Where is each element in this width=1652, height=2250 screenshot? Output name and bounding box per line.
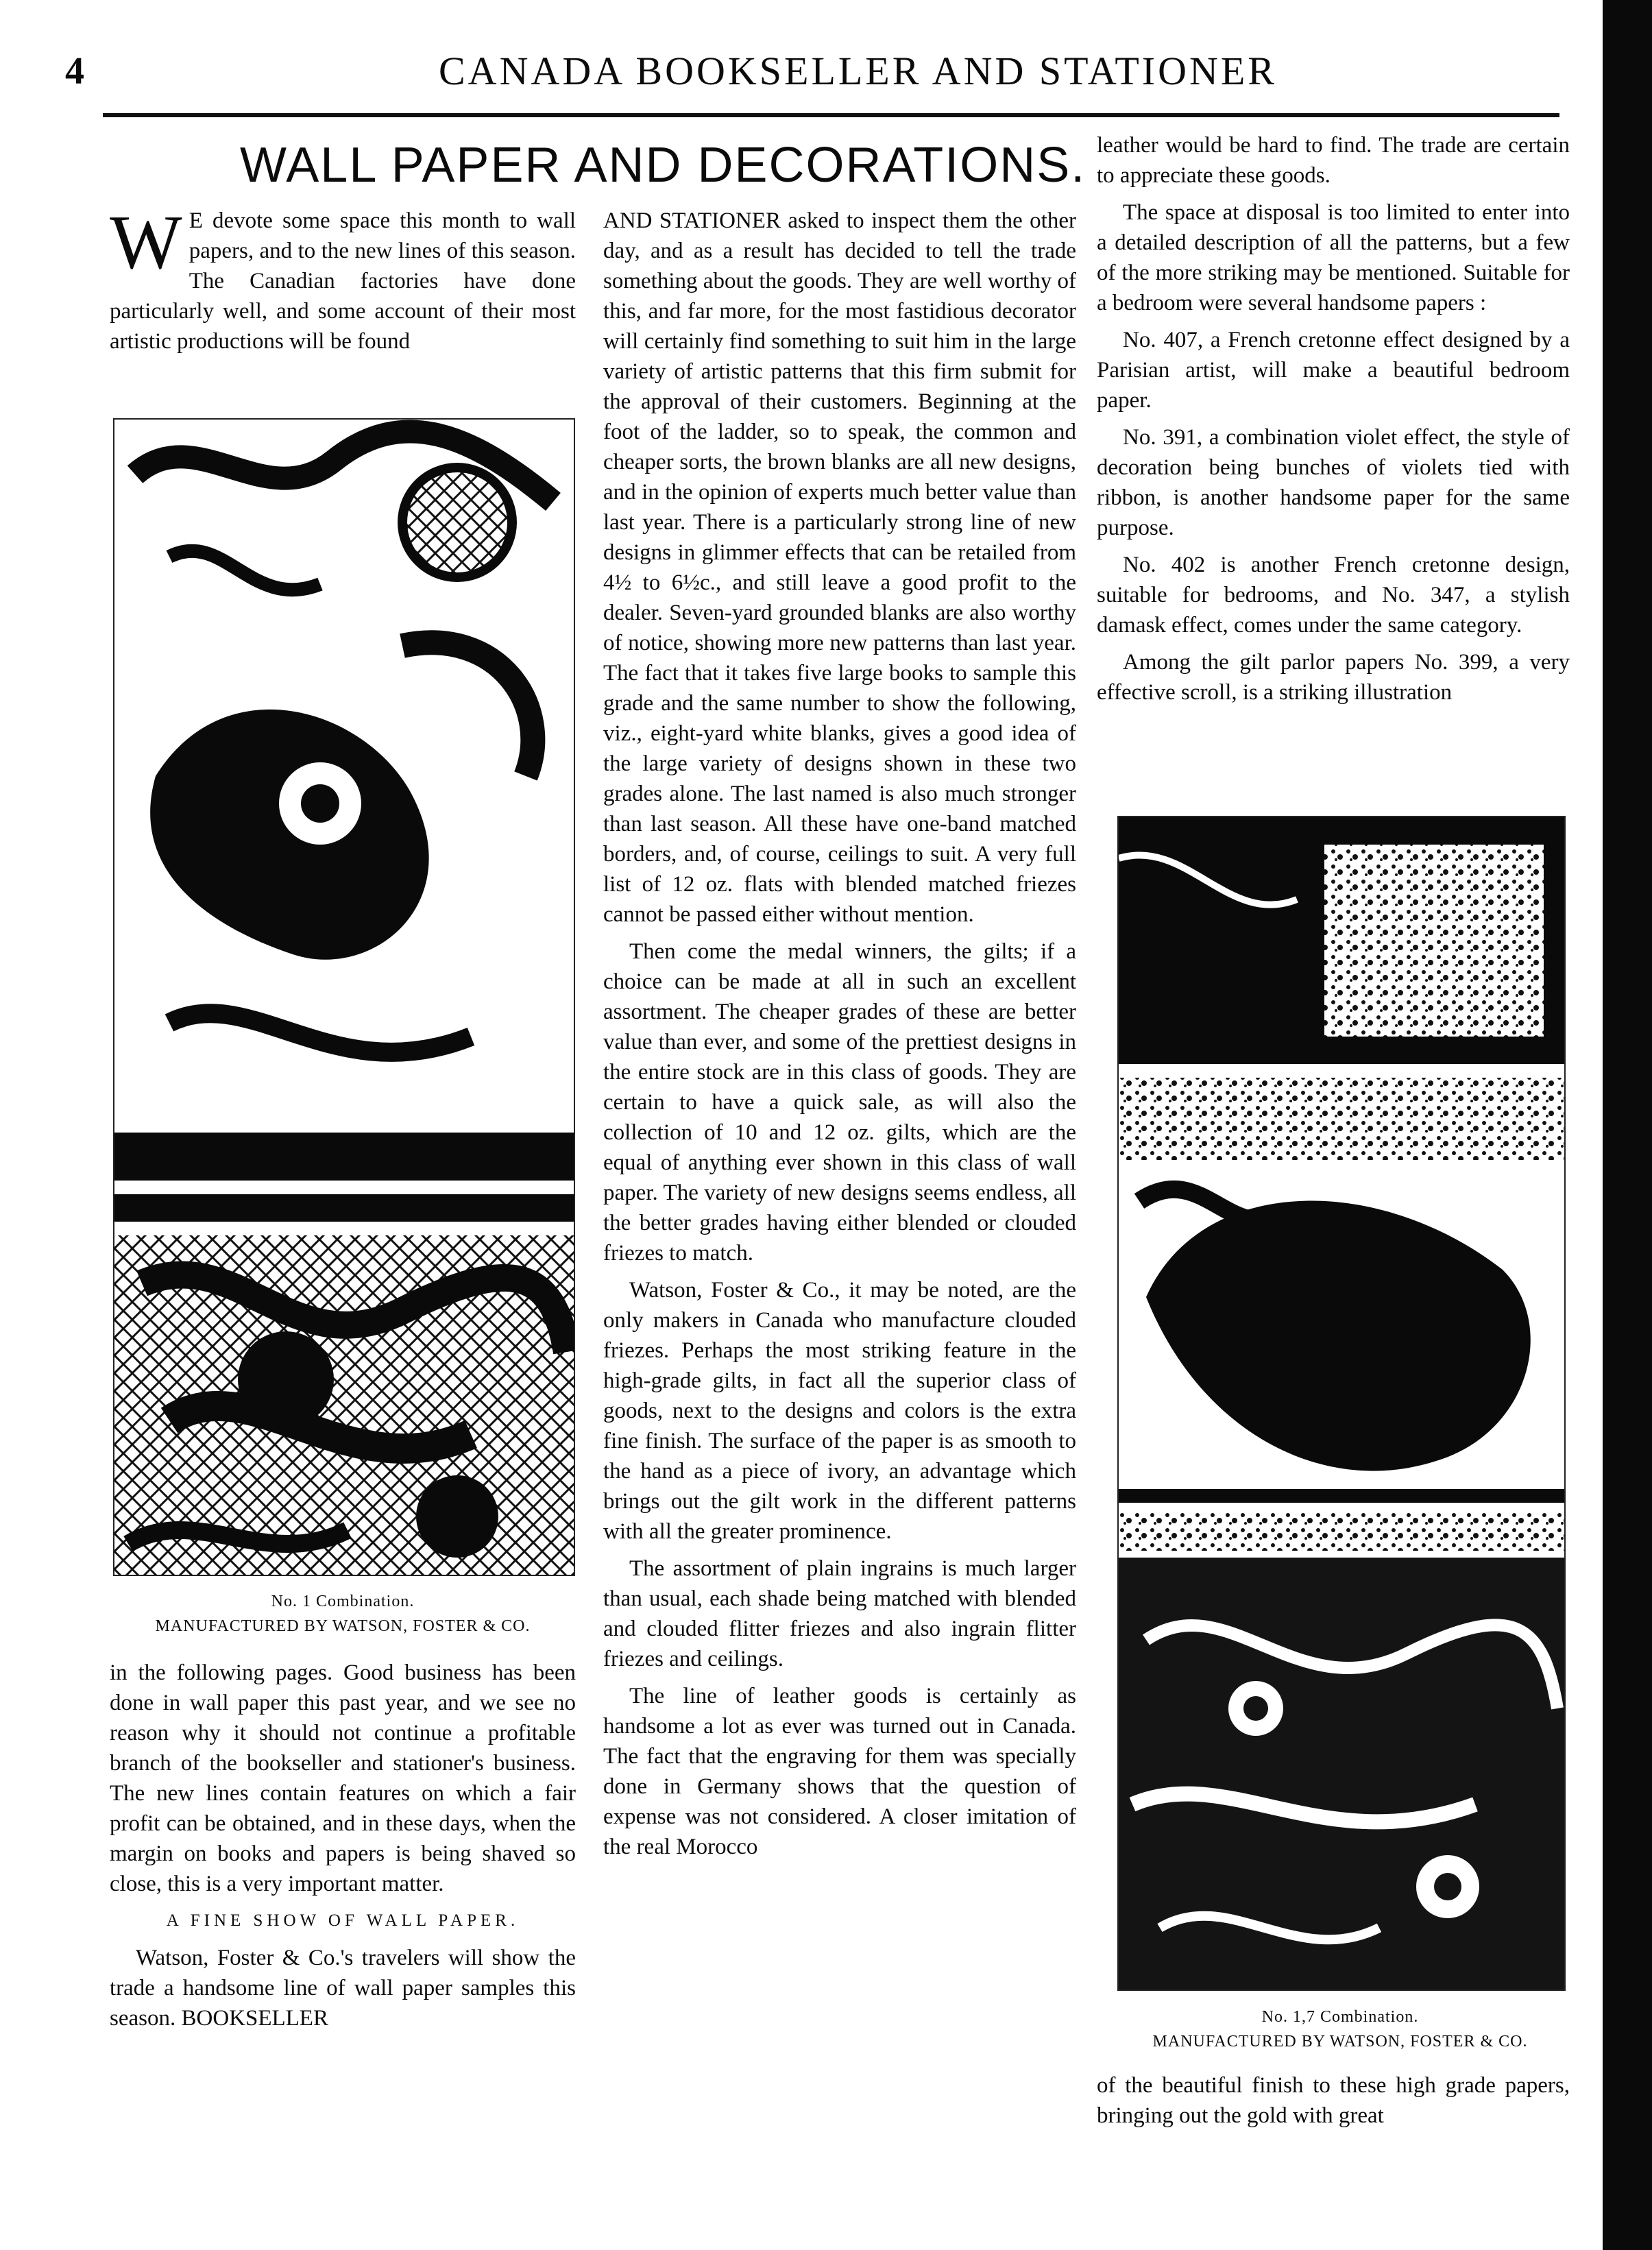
figure-2-caption-title: No. 1,7 Combination. xyxy=(1261,2008,1419,2026)
drop-cap: W xyxy=(110,200,182,285)
col2-paragraph-2: Then come the medal winners, the gilts; if a choice can be made at all in such an excellent assortment. The cheaper grades of these are better value than ever, and some of the prettiest designs in the entire stock are in this class of goods. They are certain to have a quick sale, as will also the collection of 10 and 12 oz. gilts, which are the equal of anything ever shown in this class of wall paper. The variety of new designs seems endless, all the better grades having either blended or clouded friezes to match. xyxy=(603,939,1076,1266)
col3-paragraph-2: The space at disposal is too limited to enter into a detailed description of all the patterns, but a few of the more striking may be mentioned. Suitable for a bedroom were several handsome papers : xyxy=(1097,200,1570,315)
col2-paragraph-5: The line of leather goods is certainly as handsome a lot as ever was turned out in Canada. The fact that the engraving for them was specially done in Germany shows that the question of expense was not considered. A closer imitation of the real Morocco xyxy=(603,1684,1076,1859)
figure-1-caption-credit: MANUFACTURED BY WATSON, FOSTER & CO. xyxy=(155,1617,531,1635)
figure-1-caption xyxy=(113,1589,572,1638)
damask-pattern-image xyxy=(114,420,574,1575)
col3-paragraph-5: No. 402 is another French cretonne design, suitable for bedrooms, and No. 347, a stylish damask effect, comes under the same category. xyxy=(1097,553,1570,638)
wallpaper-illustration-1 xyxy=(113,418,575,1576)
section-subhead: A FINE SHOW OF WALL PAPER. xyxy=(166,1911,520,1930)
figure-1-caption-title: No. 1 Combination. xyxy=(271,1593,415,1610)
figure-2-caption xyxy=(1117,2005,1563,2054)
running-title: CANADA BOOKSELLER AND STATIONER xyxy=(439,49,1277,93)
col1-paragraph-2: in the following pages. Good business has been done in wall paper this past year, and we see no reason why it should not continue a profitable branch of the bookseller and stationer's business. The new lines contain features on which a fair profit can be obtained, and in these days, when the margin on books and papers is being shaved so close, this is a very important matter. xyxy=(110,1660,576,1896)
col3-paragraph-3: No. 407, a French cretonne effect designed by a Parisian artist, will make a beautiful bedroom paper. xyxy=(1097,328,1570,413)
column-3-top xyxy=(1097,130,1570,714)
col2-paragraph-3: Watson, Foster & Co., it may be noted, are the only makers in Canada who manufacture clouded friezes. Perhaps the most striking feature in the high-grade gilts, in fact all the superior class of goods, next to the designs and colors is the extra fine finish. The surface of the paper is as smooth to the hand as a piece of ivory, an advantage which brings out the gilt work in the different patterns with all the greater prominence. xyxy=(603,1278,1076,1544)
column-2 xyxy=(603,206,1076,1869)
col2-paragraph-4: The assortment of plain ingrains is much larger than usual, each shade being matched with blended and clouded flitter friezes and also ingrain flitter friezes and ceilings. xyxy=(603,1556,1076,1671)
combination-pattern-image xyxy=(1119,817,1564,1989)
col2-paragraph-1: AND STATIONER asked to inspect them the other day, and as a result has decided to tell the trade something about the goods. They are well worthy of this, and far more, for the most fastidious decorator will certainly find something to suit him in the large variety of artistic patterns that this firm submit for the approval of their customers. Beginning at the foot of the ladder, so to speak, the common and cheaper sorts, the brown blanks are all new designs, and in the opinion of experts much better value than last year. There is a particularly strong line of new designs in glimmer effects that can be retailed from 4½ to 6½c., and still leave a good profit to the dealer. Seven-yard grounded blanks are also worthy of notice, showing more new patterns than last year. The fact that it takes five large books to sample this grade and the same number to show the following, viz., eight-yard white blanks, gives a good idea of the large variety of designs shown in these two grades alone. The last named is also much stronger than last season. All these have one-band matched borders, and, of course, ceilings to suit. A very full list of 12 oz. flats with blended matched friezes cannot be passed either without mention. xyxy=(603,208,1076,927)
page-edge-shadow xyxy=(1603,0,1652,2250)
column-1-top xyxy=(110,200,576,363)
col3-paragraph-6: Among the gilt parlor papers No. 399, a very effective scroll, is a striking illustration xyxy=(1097,650,1570,705)
intro-paragraph xyxy=(110,200,576,356)
col3-paragraph-4: No. 391, a combination violet effect, the style of decoration being bunches of violets tied with ribbon, is another handsome paper for the same purpose. xyxy=(1097,425,1570,540)
figure-2-caption-credit: MANUFACTURED BY WATSON, FOSTER & CO. xyxy=(1152,2033,1528,2051)
col3-paragraph-7: of the beautiful finish to these high grade papers, bringing out the gold with great xyxy=(1097,2073,1570,2128)
article-title: WALL PAPER AND DECORATIONS. xyxy=(240,138,1086,193)
intro-text: E devote some space this month to wall papers, and to the new lines of this season. The Canadian factories have done particularly well, and some account of their most artistic productions will be found xyxy=(110,208,576,354)
col3-paragraph-1: leather would be hard to find. The trade are certain to appreciate these goods. xyxy=(1097,133,1570,188)
column-3-bottom xyxy=(1097,2070,1570,2138)
header-rule xyxy=(103,113,1559,117)
page-number: 4 xyxy=(65,50,84,93)
wallpaper-illustration-2 xyxy=(1117,816,1566,1991)
col1-paragraph-3: Watson, Foster & Co.'s travelers will show the trade a handsome line of wall paper samples this season. BOOKSELLER xyxy=(110,1946,576,2031)
column-1-bottom xyxy=(110,1658,576,2040)
